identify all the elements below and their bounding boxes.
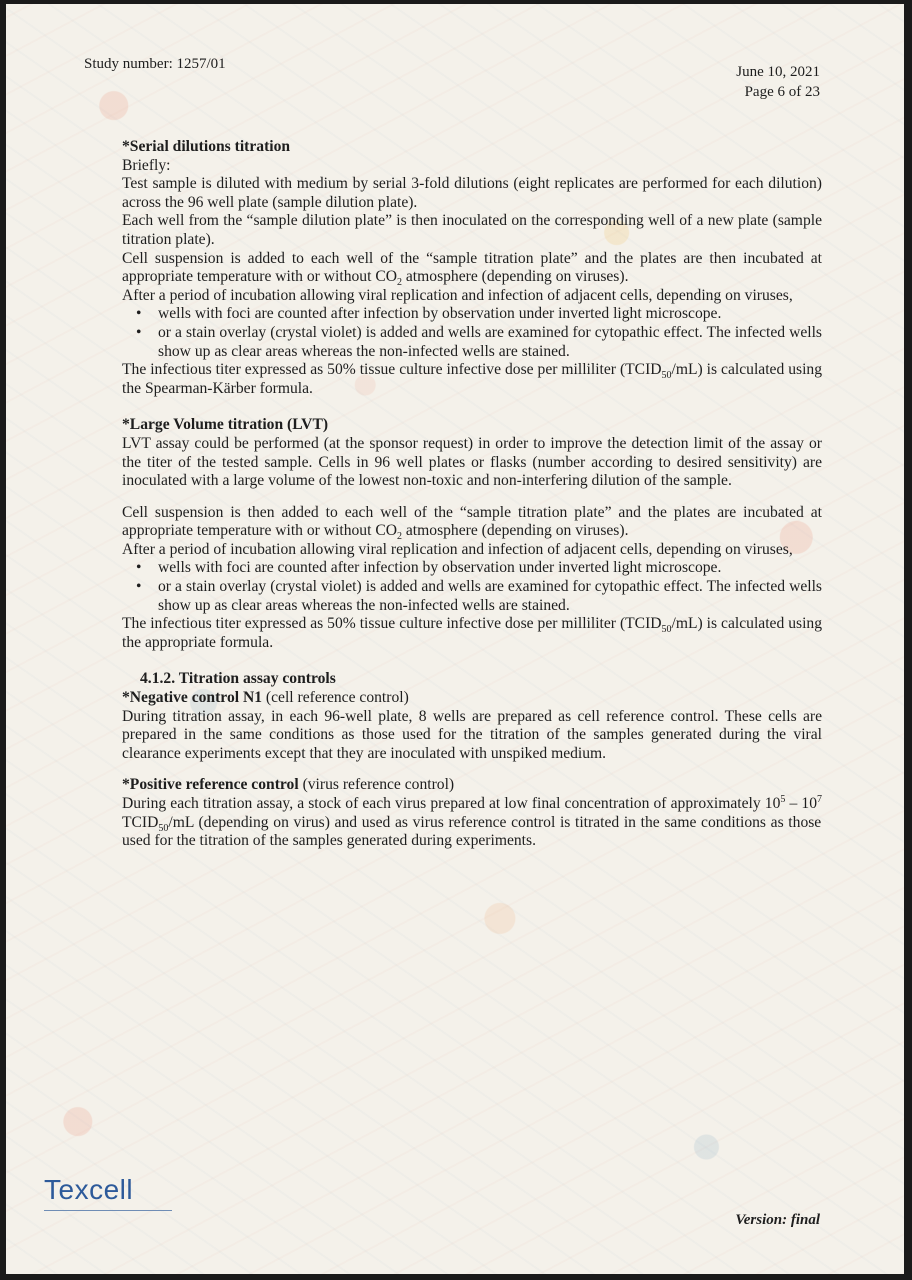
subscript: 2	[396, 531, 402, 543]
negative-control-text: During titration assay, in each 96-well plate, 8 wells are prepared as cell reference control. These cells are prepared in the same conditions as those used for the titration of the samples generated during the viral clearance experiments except that they are inoculated with unspiked medium.	[122, 707, 822, 762]
superscript: 5	[780, 793, 786, 805]
text-span: Cell suspension is then added to each well of the “sample titration plate” and the plates are incubated at appropriate temperature with or without CO	[122, 503, 822, 540]
list-item: • or a stain overlay (crystal violet) is added and wells are examined for cytopathic effect. The infected wells show up as clear areas whereas the non-infected wells are stained.	[158, 324, 822, 361]
serial-bullet-list	[122, 305, 822, 361]
serial-paragraph: Test sample is diluted with medium by serial 3-fold dilutions (eight replicates are performed for each dilution) across the 96 well plate (sample dilution plate).	[122, 175, 822, 211]
subscript: 50	[661, 370, 672, 382]
lvt-paragraph	[122, 504, 822, 541]
document-date: June 10, 2021	[736, 64, 820, 80]
controls-heading: 4.1.2. Titration assay controls	[140, 670, 336, 688]
text-span: (cell reference control)	[262, 689, 409, 707]
text-span: /mL) is calculated using the Spearman-Kärber formula.	[122, 361, 823, 397]
serial-paragraph	[122, 250, 822, 287]
text-span: /mL (depending on virus) and used as virus reference control is titrated in the same conditions as those used for the titration of the samples generated during experiments.	[122, 813, 822, 850]
subscript: 50	[661, 624, 672, 636]
subscript: 2	[396, 277, 402, 289]
text-span: The infectious titer expressed as 50% tissue culture infective dose per milliliter (TCID	[122, 361, 662, 379]
version-label: Version: final	[735, 1212, 820, 1228]
page-number: Page 6 of 23	[744, 84, 820, 100]
text-span: – 10	[785, 795, 818, 812]
serial-paragraph: Each well from the “sample dilution plate” is then inoculated on the corresponding well of a new plate (sample titration plate).	[122, 212, 822, 248]
study-number: Study number: 1257/01	[84, 56, 226, 72]
text-span: atmosphere (depending on viruses).	[401, 268, 629, 286]
subscript: 50	[158, 822, 169, 834]
lvt-bullet-list	[122, 559, 822, 615]
document-body	[122, 138, 822, 851]
serial-title: *Serial dilutions titration	[122, 138, 291, 155]
text-span: The infectious titer expressed as 50% tissue culture infective dose per milliliter (TCID	[122, 615, 662, 633]
superscript: 7	[817, 793, 823, 805]
text-span: /mL) is calculated using the appropriate formula.	[122, 615, 823, 651]
serial-paragraph: After a period of incubation allowing viral replication and infection of adjacent cells, depending on viruses,	[122, 286, 793, 304]
text-span: During each titration assay, a stock of each virus prepared at low final concentration of approximately 10	[122, 795, 781, 812]
negative-control-title	[122, 689, 822, 708]
lvt-paragraph	[122, 615, 822, 652]
text-span: TCID	[122, 813, 159, 831]
list-item: • or a stain overlay (crystal violet) is added and wells are examined for cytopathic effect. The infected wells show up as clear areas whereas the non-infected wells are stained.	[158, 578, 822, 615]
text-span: *Positive reference control	[122, 776, 299, 794]
text-span: Cell suspension is added to each well of the “sample titration plate” and the plates are then incubated at appropriate temperature with or without CO	[122, 249, 822, 286]
serial-paragraph	[122, 361, 822, 398]
positive-control-title	[122, 776, 822, 795]
list-item: • wells with foci are counted after infection by observation under inverted light microscope.	[158, 305, 822, 324]
text-span: (virus reference control)	[298, 776, 455, 794]
serial-briefly: Briefly:	[122, 156, 171, 174]
document-page	[6, 4, 904, 1274]
lvt-paragraph: LVT assay could be performed (at the sponsor request) in order to improve the detection limit of the assay or the titer of the tested sample. Cells in 96 well plates or flasks (number according to desired sensitivity) are inoculated with a large volume of the lowest non-toxic and non-interfering dilution of the sample.	[122, 434, 822, 490]
header-right	[736, 62, 820, 102]
list-item: • wells with foci are counted after infection by observation under inverted light microscope.	[158, 559, 822, 578]
text-span: atmosphere (depending on viruses).	[401, 522, 629, 540]
logo-underline	[44, 1210, 172, 1211]
texcell-logo: Texcell	[44, 1174, 134, 1205]
text-span: *Negative control N1	[122, 689, 263, 707]
lvt-title: *Large Volume titration (LVT)	[122, 416, 329, 434]
lvt-paragraph: After a period of incubation allowing viral replication and infection of adjacent cells, depending on viruses,	[122, 540, 793, 558]
positive-control-text	[122, 795, 822, 851]
